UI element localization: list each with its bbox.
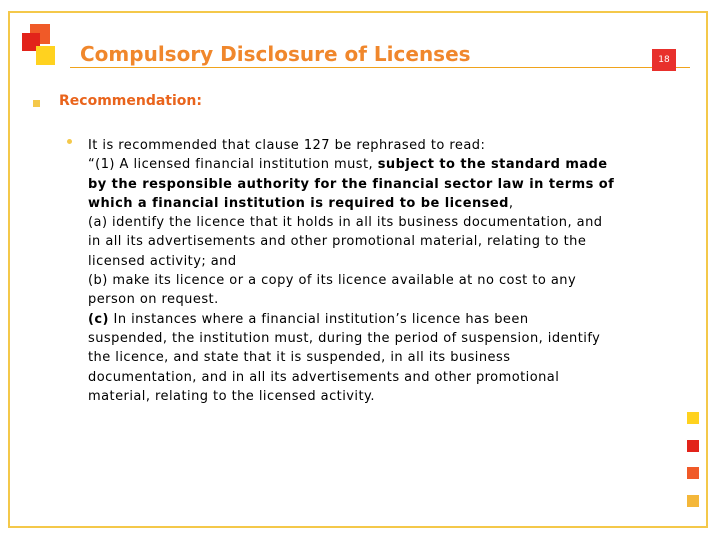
text-run: (a) identify the licence that it holds in all its business documentation, and <box>88 215 603 231</box>
text-run: documentation, and in all its advertisements and other promotional <box>88 369 560 385</box>
decor-square-1 <box>687 412 699 424</box>
decor-square-4 <box>687 495 699 507</box>
text-line <box>88 213 703 232</box>
text-run: It is recommended that clause 127 be rephrased to read: <box>88 138 486 153</box>
bold-run: subject to the standard made <box>377 157 608 173</box>
logo-square-yellow <box>36 46 55 65</box>
text-run: the licence, and state that it is suspended, in all its business <box>88 350 511 366</box>
text-run: person on request. <box>88 292 219 308</box>
text-line <box>88 175 703 194</box>
text-run: material, relating to the licensed activity. <box>88 388 375 404</box>
text-line <box>88 136 703 155</box>
text-line <box>88 348 703 367</box>
text-line <box>88 252 703 271</box>
bold-run: (c) <box>88 311 109 327</box>
recommendation-text <box>88 136 703 406</box>
text-run: , <box>508 195 514 211</box>
square-bullet-icon <box>33 100 40 107</box>
text-run: licensed activity; and <box>88 253 237 269</box>
text-line <box>88 232 703 251</box>
dot-bullet-icon <box>67 139 72 144</box>
decor-square-3 <box>687 467 699 479</box>
text-run: suspended, the institution must, during the period of suspension, identify <box>88 330 601 346</box>
text-line <box>88 329 703 348</box>
decor-square-2 <box>687 440 699 452</box>
page-number-badge: 18 <box>652 49 676 71</box>
bold-run: which a financial institution is required to be licensed <box>88 195 509 211</box>
bold-run: by the responsible authority for the financial sector law in terms of <box>88 176 615 192</box>
text-line <box>88 368 703 387</box>
slide-title: Compulsory Disclosure of Licenses <box>80 42 471 66</box>
text-line <box>88 310 703 329</box>
text-line <box>88 194 703 213</box>
text-run: “(1) A licensed financial institution must, <box>88 157 378 173</box>
section-label: Recommendation: <box>59 93 202 109</box>
title-underline <box>70 67 690 68</box>
text-run: In instances where a financial institution’s licence has been <box>108 311 529 327</box>
text-line <box>88 290 703 309</box>
text-run: (b) make its licence or a copy of its licence available at no cost to any <box>88 273 577 289</box>
text-line <box>88 155 703 174</box>
text-line <box>88 387 703 406</box>
text-line <box>88 271 703 290</box>
text-run: in all its advertisements and other promotional material, relating to the <box>88 234 587 250</box>
